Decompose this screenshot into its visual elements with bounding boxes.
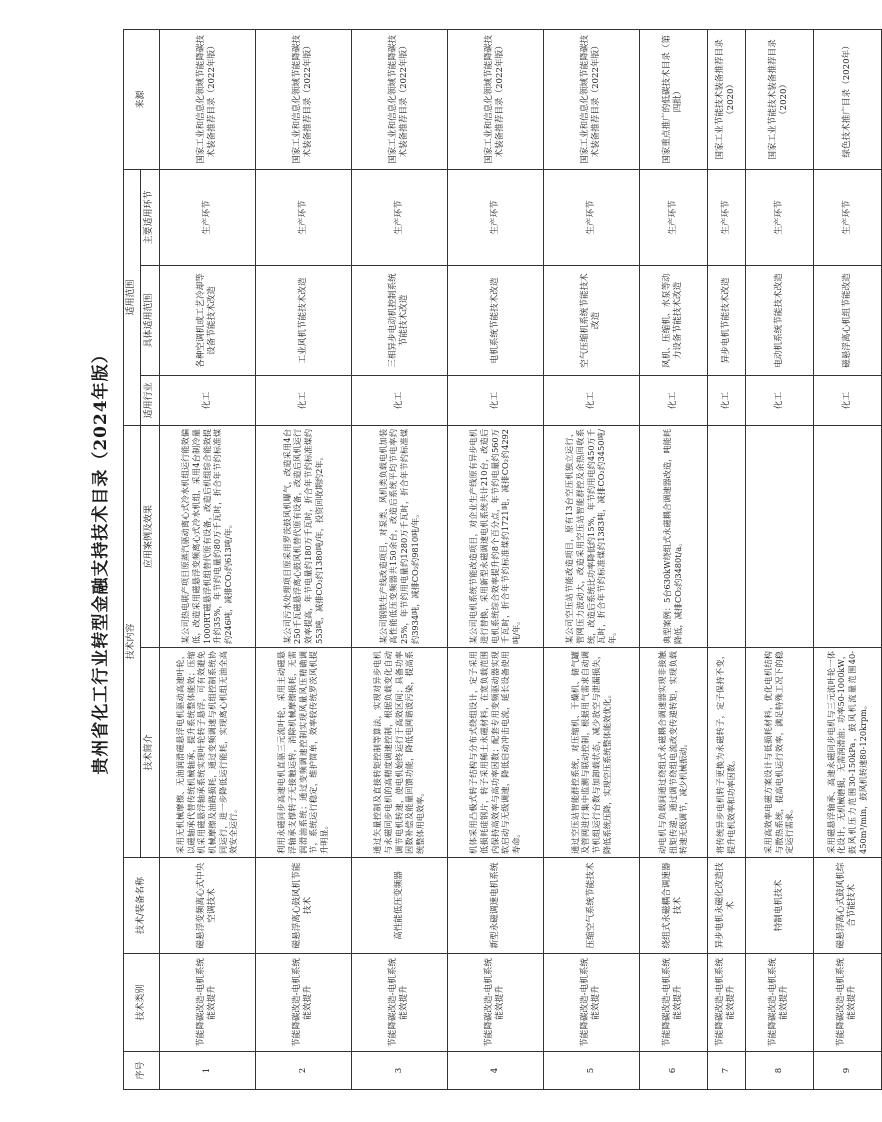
row-case: 某公司空压站节能改造项目，原有13台空压机独立运行、管网压力波动大，改造采用空压站智能群控及余热回收系统，改造后系统比功率降低约15%，年节约用电约450万千瓦时，折合年节约标准煤约1383吨，减排CO₂约3450吨/年。 [543, 425, 639, 647]
row-source: 国家工业节能技术装备推荐目录（2020） [745, 29, 813, 169]
row-tech-name: 磁悬浮变频离心式中央空调技术 [159, 858, 255, 954]
row-link: 生产环节 [707, 169, 745, 265]
row-range: 风机、压缩机、水泵等动力设备节能技术改造 [639, 265, 707, 375]
row-case [707, 425, 745, 647]
row-intro: 将传统异步电机转子更换为永磁转子，定子保持不变，提升电机效率和功率因数。 [707, 648, 745, 858]
row-tech-name: 异步电机永磁化改造技术 [707, 858, 745, 954]
row-scope: 化工 [639, 375, 707, 425]
catalog-sheet [77, 30, 868, 1090]
row-seq: 3 [351, 1052, 447, 1090]
row-scope: 化工 [543, 375, 639, 425]
row-range: 工业风机节能技术改造 [255, 265, 351, 375]
row-case: 某公司热电联产项目原蒸汽驱动离心式冷水机组运行能效偏低，改造采用磁悬浮变频离心式冷水机组，采用4台制冷量1000RT磁悬浮机组替代原有设备，改造后机组综合能效提升约35%，年节约电量约80万千瓦时，折合年节约标准煤约246吨，减排CO₂约613吨/年。 [159, 425, 255, 647]
row-tech-name: 特制电机技术 [745, 858, 813, 954]
row-range: 各种空调机或工艺冷却等设备节能技术改造 [159, 265, 255, 375]
row-source: 国家工业和信息化领域节能降碳技术装备推荐目录（2022年版） [447, 29, 543, 169]
row-intro: 动电机与负载间通过绕组式永磁耦合调速器实现非接触扭矩传递，通过调节绕组电流改变传递转矩，实现负载转速无级调节，减少机械振动。 [639, 648, 707, 858]
row-case: 某公司电机系统节能改造项目，对企业生产线原有异步电机进行替换，采用新型永磁调速电机系统共计210台，改造后电机系统综合效率提升约8个百分点，年节约电量约560万千瓦时，折合年节约标准煤约1721吨，减排CO₂约4292吨/年。 [447, 425, 543, 647]
header-source: 来源 [124, 29, 160, 169]
row-source: 国家工业和信息化领域节能降碳技术装备推荐目录（2022年版） [255, 29, 351, 169]
row-source: 国家工业和信息化领域节能降碳技术装备推荐目录（2022年版） [351, 29, 447, 169]
row-range: 电机系统节能技术改造 [447, 265, 543, 375]
row-category: 节能降碳改造-电机系统能效提升 [159, 954, 255, 1052]
row-case [813, 425, 881, 647]
row-tech-name: 磁悬浮离心鼓风机节能技术 [255, 858, 351, 954]
row-category: 节能降碳改造-电机系统能效提升 [813, 954, 881, 1052]
row-intro: 通过矢量控制及直接转矩控制等算法，实现对异步电机与永磁同步电机的高精度调速控制，根据负载变化自动调节电机转速，使电机始终运行于高效区间；具备功率因数补偿及能量回馈功能，降低电网谐波污染，提高系统整体用电效率。 [351, 648, 447, 858]
row-tech-name: 新型永磁调速电机系统 [447, 858, 543, 954]
header-tech-name: 技术/装备名称 [124, 858, 160, 954]
row-scope: 化工 [351, 375, 447, 425]
row-case [745, 425, 813, 647]
row-tech-name: 磁悬浮离心式鼓风机综合节能技术 [813, 858, 881, 954]
table-row [813, 29, 881, 1089]
page-title: 贵州省化工行业转型金融支持技术目录（2024年版） [90, 345, 111, 775]
header-scope-group: 适用范围 [124, 169, 141, 425]
row-link: 生产环节 [543, 169, 639, 265]
row-link: 生产环节 [813, 169, 881, 265]
row-category: 节能降碳改造-电机系统能效提升 [351, 954, 447, 1052]
row-intro: 采用磁悬浮轴承、高速永磁同步电机与三元流叶轮一体化设计，无机械磨损，无需润滑油；功率50-1000kW，鼓风机压力范围30-150kPa，鼓风机流量范围40-450m³/min，鼓风机转速80-120krpm。 [813, 648, 881, 858]
row-range: 电动机系统节能技术改造 [745, 265, 813, 375]
table-row [447, 29, 543, 1089]
row-tech-name: 绕组式永磁耦合调速器技术 [639, 858, 707, 954]
header-tech-content: 技术内容 [124, 425, 141, 857]
row-tech-name: 高性能低压变频器 [351, 858, 447, 954]
table-row [255, 29, 351, 1089]
row-intro: 利用永磁同步高速电机直驱三元流叶轮，采用主动磁悬浮轴承支撑转子无接触运转，消除机械摩擦损耗，无需润滑油系统；通过变频调速控制实现风量风压精确调节，系统运行稳定，维护简单，效率较传统罗茨风机提升明显。 [255, 648, 351, 858]
table-body [159, 29, 881, 1089]
row-source: 国家工业和信息化领域节能降碳技术装备推荐目录（2022年版） [543, 29, 639, 169]
table-row [159, 29, 255, 1089]
row-intro: 采用高效率电磁方案设计与低损耗材料，优化电机结构与散热系统，提高电机运行效率，满足特殊工况下的稳定运行需求。 [745, 648, 813, 858]
row-seq: 7 [707, 1052, 745, 1090]
header-scope: 适用行业 [140, 375, 159, 425]
row-category: 节能降碳改造-电机系统能效提升 [255, 954, 351, 1052]
row-link: 生产环节 [447, 169, 543, 265]
row-seq: 4 [447, 1052, 543, 1090]
table-row [639, 29, 707, 1089]
row-category: 节能降碳改造-电机系统能效提升 [707, 954, 745, 1052]
row-source: 国家重点推广的低碳技术目录（第四批） [639, 29, 707, 169]
row-seq: 8 [745, 1052, 813, 1090]
row-seq: 1 [159, 1052, 255, 1090]
row-range: 三相异步电动机控制系统节能技术改造 [351, 265, 447, 375]
row-link: 生产环节 [255, 169, 351, 265]
row-category: 节能降碳改造-电机系统能效提升 [745, 954, 813, 1052]
row-source: 绿色技术推广目录（2020年） [813, 29, 881, 169]
row-scope: 化工 [159, 375, 255, 425]
table-row [351, 29, 447, 1089]
header-seq: 序号 [124, 1052, 160, 1090]
header-link: 主要适用环节 [140, 169, 159, 265]
row-range: 磁悬浮离心机组节能改造 [813, 265, 881, 375]
row-scope: 化工 [813, 375, 881, 425]
row-seq: 6 [639, 1052, 707, 1090]
header-category: 技术类别 [124, 954, 160, 1052]
catalog-table [123, 29, 882, 1090]
row-scope: 化工 [745, 375, 813, 425]
header-intro: 技术简介 [140, 648, 159, 858]
row-case: 某公司钢铁生产线改造项目，对泵类、风机类负载电机加装高性能低压变频器共150余台，改造后系统平均节电率约25%，年节约用电量约1280万千瓦时，折合年节约标准煤约3934吨，减排CO₂约9810吨/年。 [351, 425, 447, 647]
row-link: 生产环节 [351, 169, 447, 265]
row-seq: 9 [813, 1052, 881, 1090]
row-intro: 采用无机械摩擦、无油润滑磁悬浮电机驱动高速叶轮，以磁轴承代替传统机械轴承，提升系统整体能效；压缩机采用磁悬浮轴承系统实现叶轮转子悬浮，可有效避免机械摩擦及油路损耗，通过变频调速与机组控制系统协同运行，进一步降低运行能耗，实现离心机组无油全高效安全运行。 [159, 648, 255, 858]
header-case: 应用案例及效果 [140, 425, 159, 647]
row-category: 节能降碳改造-电机系统能效提升 [639, 954, 707, 1052]
table-row [543, 29, 639, 1089]
row-scope: 化工 [707, 375, 745, 425]
row-intro: 通过空压站智能群控系统，对压缩机、干燥机、储气罐及管网进行集中监测与联动控制，根据用气需求自动调节机组运行台数与加卸载状态，减少放空与泄漏损失，降低系统压降，实现空压系统整体能效优化。 [543, 648, 639, 858]
row-seq: 5 [543, 1052, 639, 1090]
row-link: 生产环节 [159, 169, 255, 265]
table-row [745, 29, 813, 1089]
table-row [707, 29, 745, 1089]
row-range: 异步电机节能技术改造 [707, 265, 745, 375]
row-seq: 2 [255, 1052, 351, 1090]
row-case: 某公司污水处理项目原采用罗茨鼓风机曝气，改造采用4台250千瓦磁悬浮离心鼓风机替代原有设备，改造后风机运行效率提高，年节电量约180万千瓦时，折合年节约标准煤约553吨，减排CO₂约1380吨/年，投资回收期约2年。 [255, 425, 351, 647]
row-link: 生产环节 [639, 169, 707, 265]
row-intro: 机体采用凸极式转子结构与分布式绕组设计，定子采用低损耗硅钢片，转子采用稀土永磁材料，在宽负载范围内保持高效率与高功率因数；配套专用变频驱动器实现软启动与无级调速，降低启动冲击电流，延长设备使用寿命。 [447, 648, 543, 858]
row-tech-name: 压缩空气系统节能技术 [543, 858, 639, 954]
row-source: 国家工业节能技术装备推荐目录（2020） [707, 29, 745, 169]
row-scope: 化工 [447, 375, 543, 425]
row-link: 生产环节 [745, 169, 813, 265]
row-scope: 化工 [255, 375, 351, 425]
row-category: 节能降碳改造-电机系统能效提升 [447, 954, 543, 1052]
row-category: 节能降碳改造-电机系统能效提升 [543, 954, 639, 1052]
header-range: 具体适用范围 [140, 265, 159, 375]
row-range: 空气压缩机系统节能技术改造 [543, 265, 639, 375]
row-case: 典型案例：5台630kW绕组式永磁耦合调速器改造，吨能耗降低，减排CO₂约3480t/a。 [639, 425, 707, 647]
row-source: 国家工业和信息化领域节能降碳技术装备推荐目录（2022年版） [159, 29, 255, 169]
